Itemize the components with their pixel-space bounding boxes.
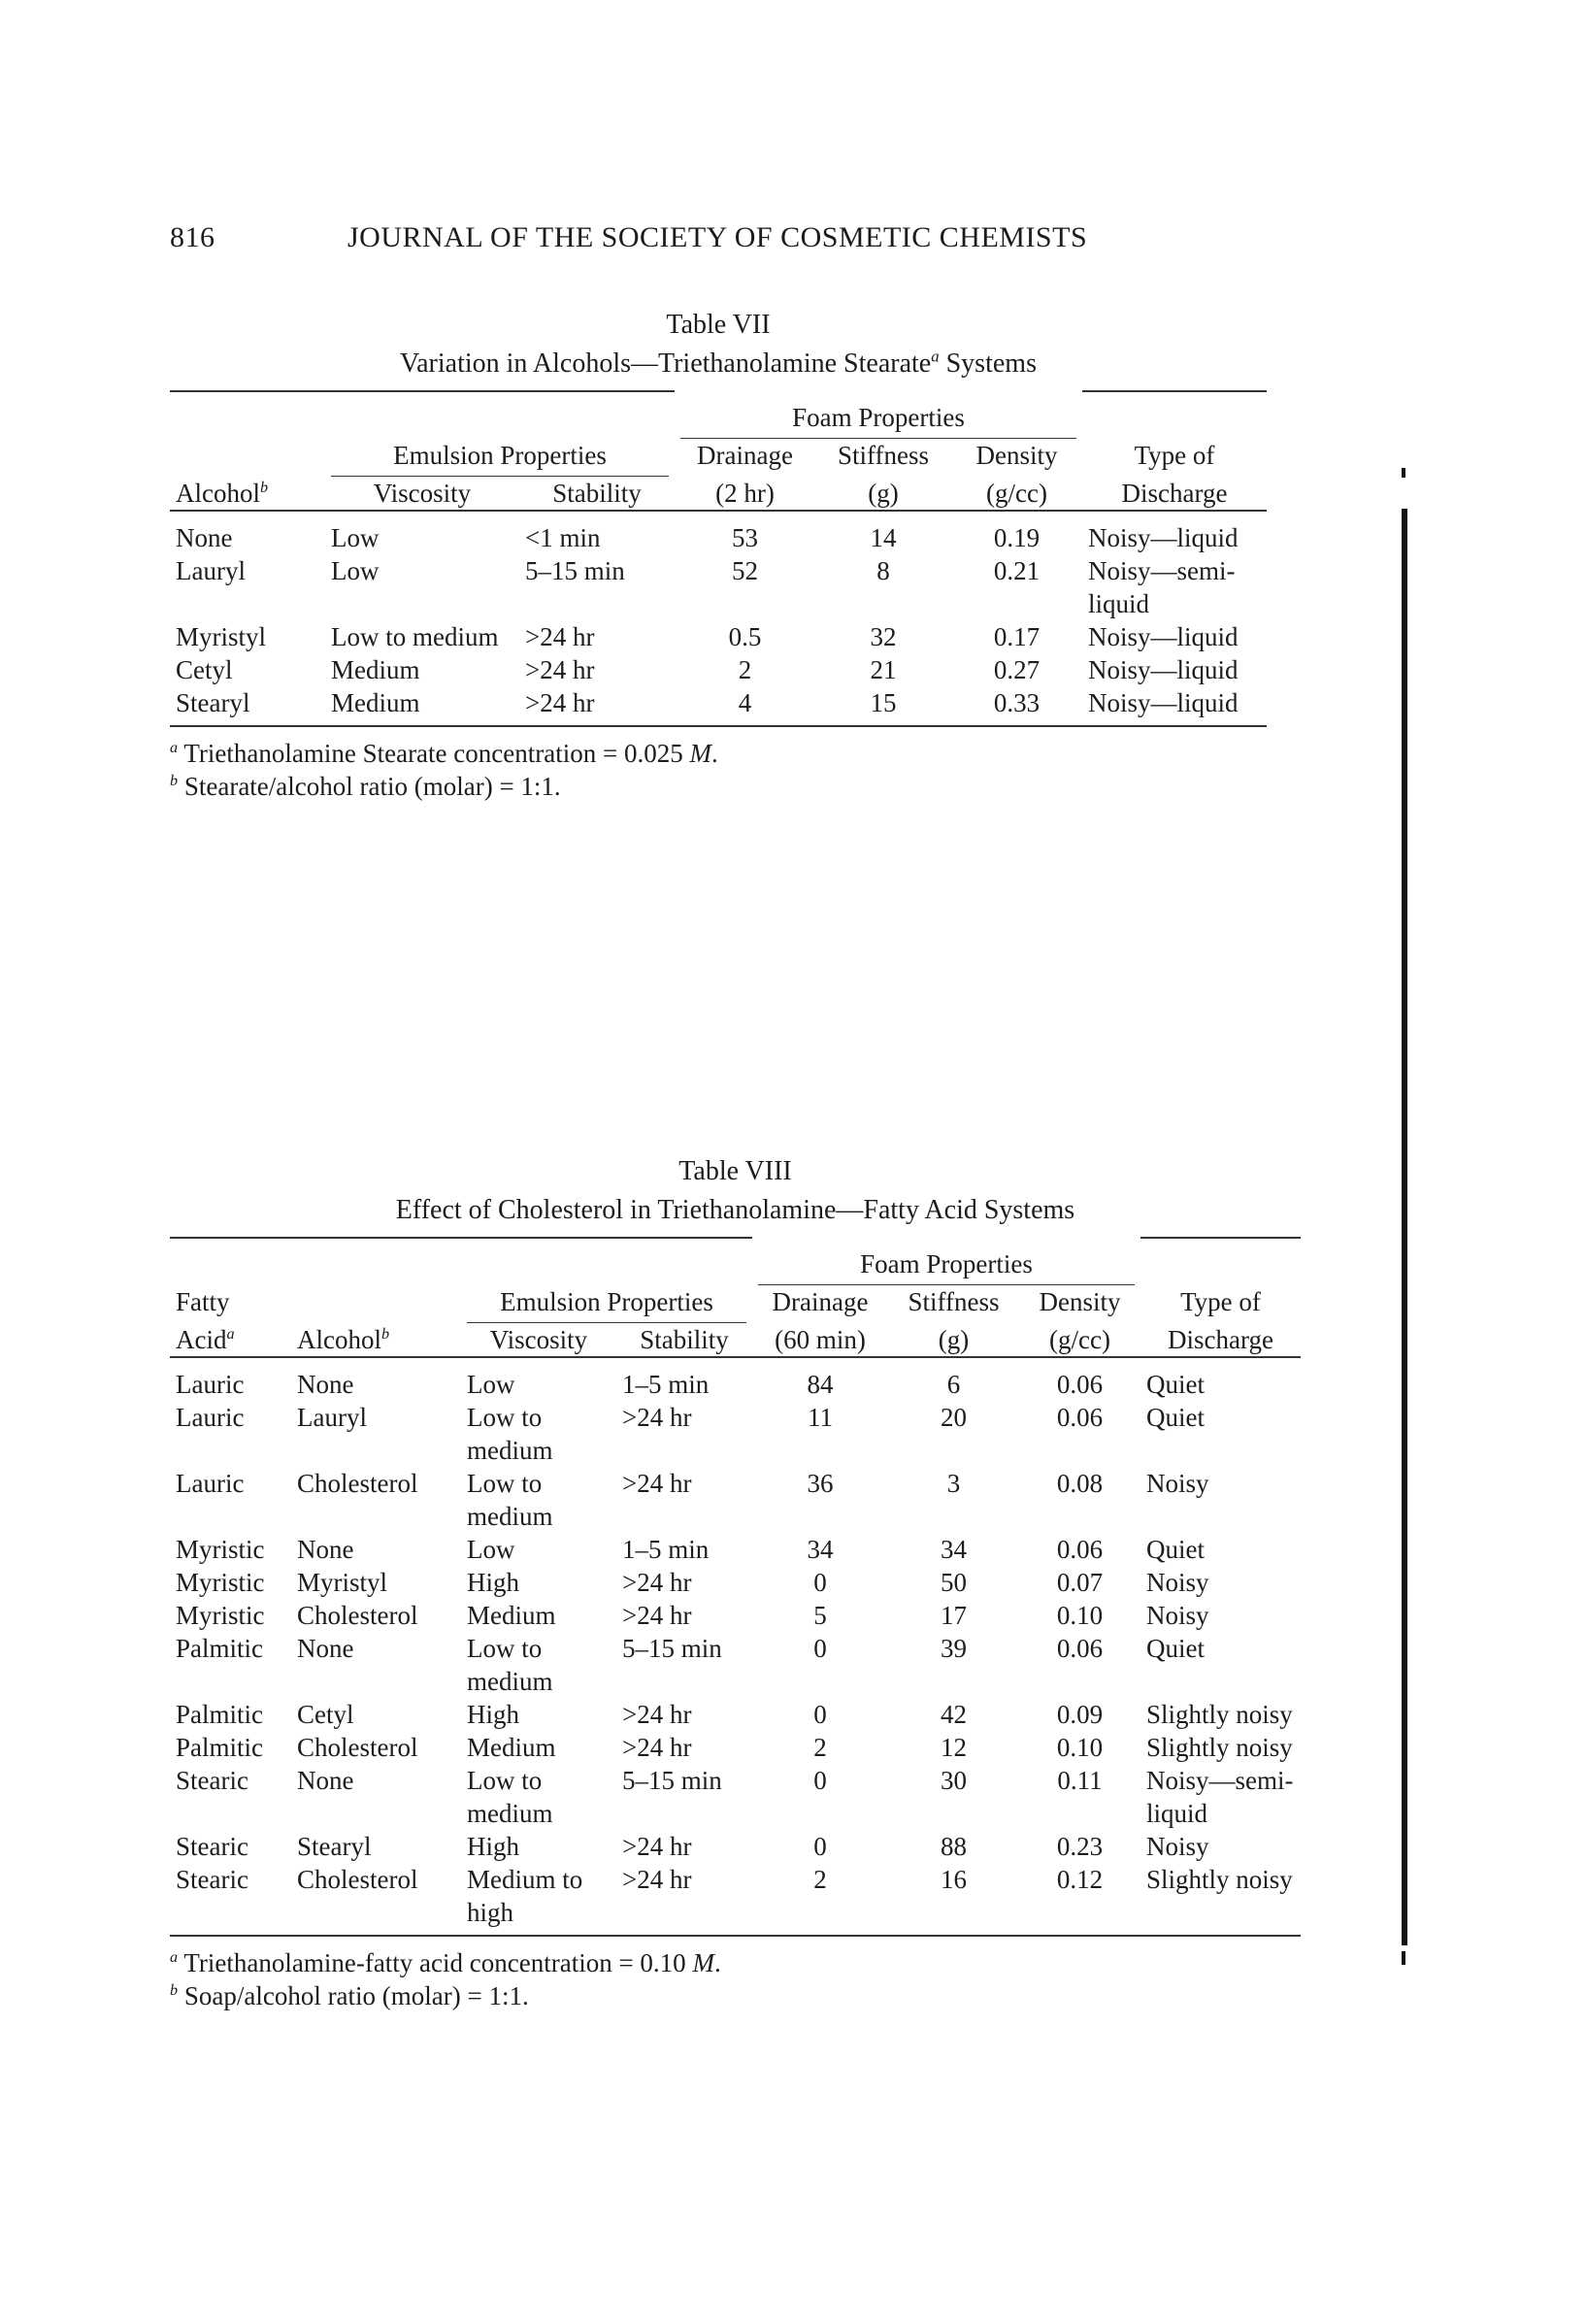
table-row: Lauryl Low 5–15 min 52 8 0.21 Noisy—semi-liquid [176, 556, 1236, 618]
table-row: Lauric None Low 1–5 min 84 6 0.06 Quiet [176, 1370, 1205, 1399]
col-acid: Acid$^a$ [170, 1323, 291, 1357]
col-viscosity: Viscosity [461, 1323, 616, 1357]
col-fatty: Fatty [176, 1287, 230, 1316]
table-viii-emulsion-group: Emulsion Properties [461, 1285, 752, 1323]
scan-edge-bar [1402, 509, 1407, 1945]
col-stiffness: Stiffness [908, 1287, 1000, 1316]
table-vii-caption: Variation in Alcohols—Triethanolamine Stearate$^a$ Systems [400, 347, 1037, 379]
table-row: Myristic Cholesterol Medium >24 hr 5 17 0.10 Noisy [176, 1601, 1209, 1630]
table-vii-foam-group: Foam Properties [675, 391, 1082, 439]
table-row: Myristyl Low to medium >24 hr 0.5 32 0.17 Noisy—liquid [176, 622, 1239, 651]
table-row: Palmitic None Low to medium 5–15 min 0 39 0.06 Quiet [176, 1634, 1205, 1696]
table-vii [170, 309, 1267, 803]
col-discharge-2: Discharge [1082, 477, 1267, 511]
col-stiffness: Stiffness [837, 441, 929, 470]
col-viscosity: Viscosity [325, 477, 519, 511]
col-drainage: Drainage [772, 1287, 869, 1316]
footnote-b: $^b$ Stearate/alcohol ratio (molar) = 1:1. [170, 772, 561, 801]
scan-edge-mark [1402, 1951, 1405, 1965]
col-discharge: Type of [1180, 1287, 1261, 1316]
col-stability: Stability [616, 1323, 752, 1357]
table-row: Palmitic Cetyl High >24 hr 0 42 0.09 Slightly noisy [176, 1700, 1293, 1729]
table-row: Stearic None Low to medium 5–15 min 0 30 0.11 Noisy—semi-liquid [176, 1766, 1294, 1828]
table-row: Stearic Stearyl High >24 hr 0 88 0.23 Noisy [176, 1832, 1209, 1861]
col-discharge-2: Discharge [1140, 1323, 1301, 1357]
table-viii [170, 1155, 1301, 2012]
table-vii-title: Table VII [666, 310, 771, 340]
col-stiffness-unit: (g) [815, 477, 951, 511]
table-viii-footnotes [170, 1946, 1301, 2012]
col-drainage-unit: (60 min) [752, 1323, 888, 1357]
table-row: Lauric Cholesterol Low to medium >24 hr 36 3 0.08 Noisy [176, 1469, 1209, 1531]
col-density: Density [975, 441, 1058, 470]
table-row: Stearyl Medium >24 hr 4 15 0.33 Noisy—liquid [170, 686, 1267, 726]
table-viii-grid [170, 1237, 1301, 1937]
table-vii-footnotes [170, 737, 1267, 803]
journal-title: JOURNAL OF THE SOCIETY OF COSMETIC CHEMISTS [347, 221, 1088, 253]
col-alcohol: Alcohol$^b$ [291, 1323, 461, 1357]
table-row: None Low <1 min 53 14 0.19 Noisy—liquid [176, 523, 1239, 552]
col-drainage: Drainage [697, 441, 793, 470]
table-row: Myristic Myristyl High >24 hr 0 50 0.07 Noisy [176, 1568, 1209, 1597]
table-vii-emulsion-group: Emulsion Properties [325, 439, 675, 477]
table-row: Cetyl Medium >24 hr 2 21 0.27 Noisy—liquid [176, 655, 1239, 684]
col-stiffness-unit: (g) [888, 1323, 1019, 1357]
col-density-unit: (g/cc) [951, 477, 1082, 511]
col-discharge: Type of [1134, 441, 1215, 470]
table-viii-foam-group: Foam Properties [752, 1238, 1140, 1285]
scan-edge-mark [1402, 468, 1405, 478]
col-alcohol: Alcohol$^b$ [170, 477, 325, 511]
footnote-a: $^a$ Triethanolamine Stearate concentration = 0.025 M. [170, 739, 718, 768]
table-viii-title: Table VIII [678, 1156, 792, 1186]
col-density: Density [1039, 1287, 1121, 1316]
footnote-b: $^b$ Soap/alcohol ratio (molar) = 1:1. [170, 1981, 529, 2010]
table-row: Lauric Lauryl Low to medium >24 hr 11 20 0.06 Quiet [176, 1403, 1205, 1465]
col-drainage-unit: (2 hr) [675, 477, 815, 511]
table-row: Stearic Cholesterol Medium to high >24 hr 2 16 0.12 Slightly noisy [170, 1863, 1301, 1936]
footnote-a: $^a$ Triethanolamine-fatty acid concentration = 0.10 M. [170, 1948, 721, 1977]
col-stability: Stability [519, 477, 675, 511]
table-viii-caption: Effect of Cholesterol in Triethanolamine—Fatty Acid Systems [395, 1195, 1075, 1225]
table-vii-grid [170, 390, 1267, 727]
table-row: Palmitic Cholesterol Medium >24 hr 2 12 0.10 Slightly noisy [176, 1733, 1293, 1762]
page-number: 816 [170, 221, 215, 253]
table-row: Myristic None Low 1–5 min 34 34 0.06 Quiet [176, 1535, 1205, 1564]
col-density-unit: (g/cc) [1019, 1323, 1140, 1357]
